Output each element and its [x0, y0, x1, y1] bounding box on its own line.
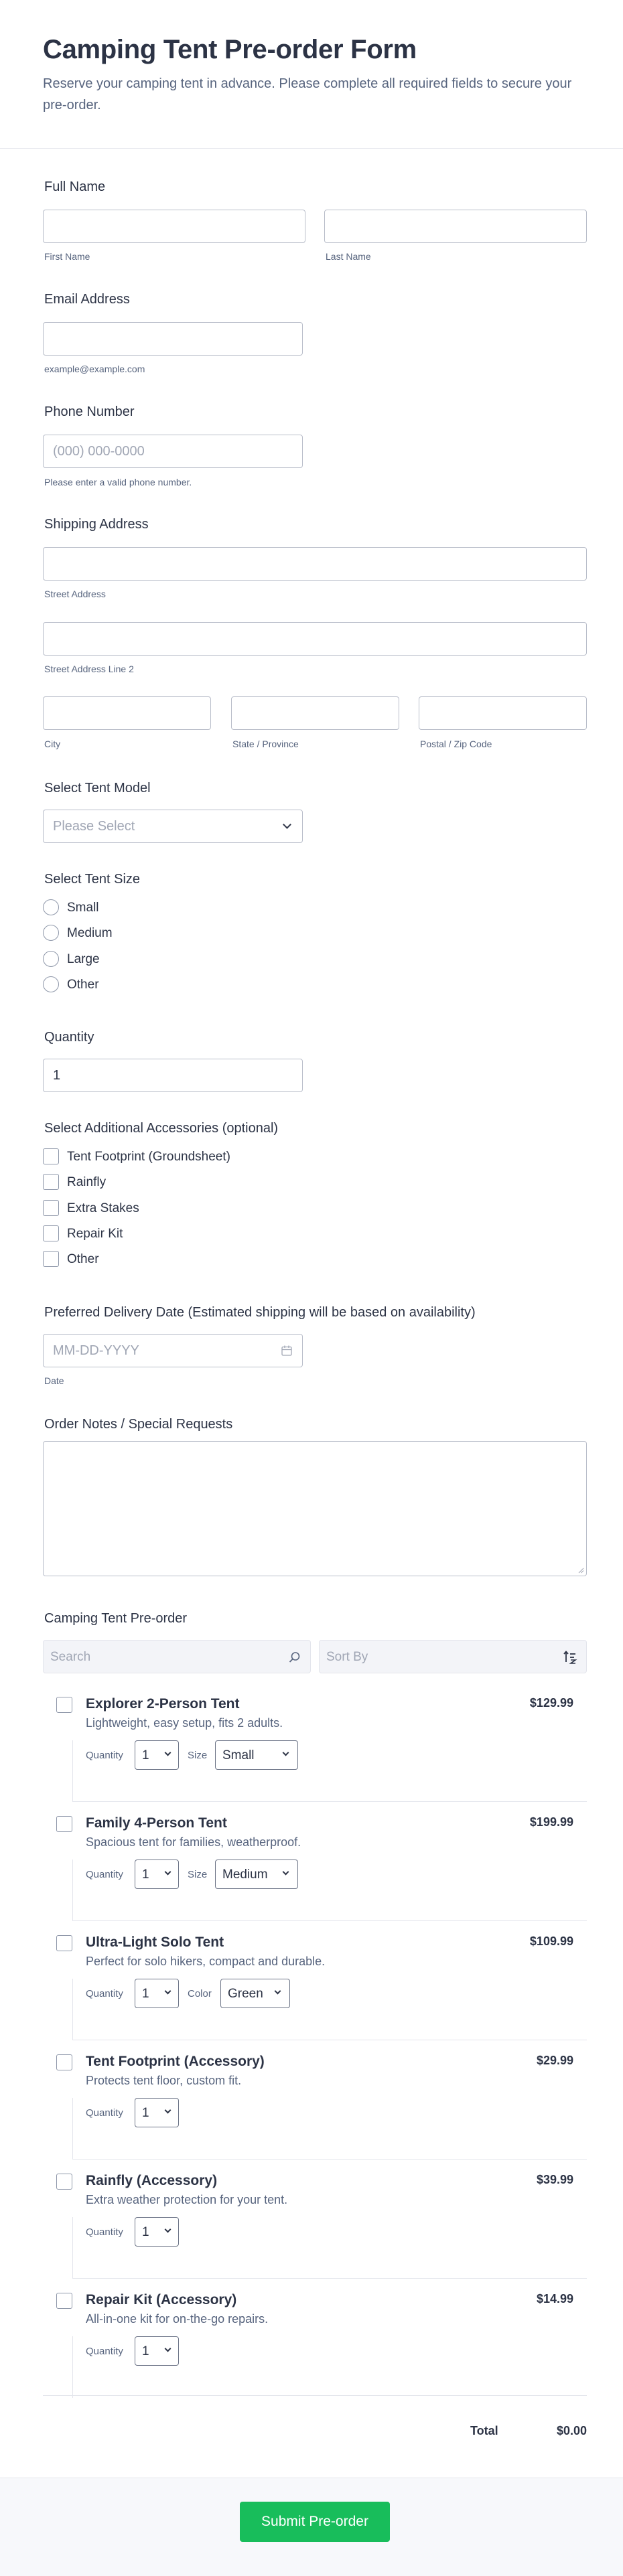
product-divider: [72, 1740, 73, 1802]
product-divider: [72, 1860, 73, 1921]
city-sublabel: City: [44, 739, 61, 749]
product-divider: [72, 1979, 73, 2040]
delivery-date-sublabel: Date: [44, 1375, 64, 1386]
chevron-down-icon: [165, 2346, 171, 2352]
city-input[interactable]: [43, 696, 211, 730]
total-value: $0.00: [556, 2424, 587, 2437]
size-select[interactable]: [215, 1860, 298, 1889]
email-input[interactable]: [43, 322, 303, 356]
product-item: [43, 2279, 587, 2398]
phone-placeholder: (000) 000-0000: [53, 444, 145, 459]
search-icon[interactable]: [289, 1651, 301, 1663]
product-description: All-in-one kit for on-the-go repairs.: [86, 2312, 269, 2326]
quantity-option-label: Quantity: [86, 2226, 123, 2238]
product-name: Family 4-Person Tent: [86, 1815, 227, 1831]
total-label: Total: [470, 2424, 498, 2437]
quantity-option-label: Quantity: [86, 1988, 123, 1999]
quantity-select-value: 1: [142, 1748, 149, 1762]
product-description: Spacious tent for families, weatherproof.: [86, 1835, 301, 1849]
accessory-option-label: Tent Footprint (Groundsheet): [67, 1150, 230, 1164]
form-subtitle: Reserve your camping tent in advance. Please complete all required fields to secure your pre-order.: [43, 76, 572, 112]
quantity-select-value: 1: [142, 1987, 149, 2001]
radio-icon[interactable]: [43, 976, 59, 992]
chevron-down-icon: [165, 1750, 171, 1756]
first-name-sublabel: First Name: [44, 251, 90, 262]
product-select-checkbox[interactable]: [56, 2174, 72, 2190]
size-select-value: Medium: [222, 1868, 268, 1882]
color-select-value: Green: [228, 1987, 263, 2001]
address-label: Shipping Address: [44, 517, 149, 532]
state-input[interactable]: [231, 696, 399, 730]
quantity-select-value: 1: [142, 2106, 149, 2120]
street-address-sublabel: Street Address: [44, 589, 106, 599]
accessory-option-label: Repair Kit: [67, 1227, 123, 1241]
resize-handle-icon[interactable]: [577, 1567, 584, 1574]
product-divider: [72, 2336, 73, 2398]
product-select-checkbox[interactable]: [56, 2293, 72, 2309]
product-description: Extra weather protection for your tent.: [86, 2193, 288, 2206]
quantity-option-label: Quantity: [86, 2107, 123, 2119]
quantity-select[interactable]: [135, 1860, 179, 1889]
tent-model-select[interactable]: [43, 810, 303, 843]
radio-icon[interactable]: [43, 925, 59, 941]
size-option-label: Size: [188, 1869, 208, 1880]
first-name-input[interactable]: [43, 210, 305, 243]
email-label: Email Address: [44, 292, 130, 307]
product-select-checkbox[interactable]: [56, 2054, 72, 2070]
chevron-down-icon: [165, 1988, 171, 1995]
product-name: Tent Footprint (Accessory): [86, 2054, 265, 2069]
accessories-label: Select Additional Accessories (optional): [44, 1121, 279, 1136]
delivery-date-label: Preferred Delivery Date (Estimated shipping will be based on availability): [44, 1305, 476, 1320]
chevron-down-icon: [283, 820, 291, 829]
order-notes-textarea[interactable]: [43, 1441, 587, 1576]
color-select[interactable]: [220, 1979, 290, 2008]
radio-icon[interactable]: [43, 951, 59, 967]
quantity-input[interactable]: [43, 1059, 303, 1092]
street-address-2-sublabel: Street Address Line 2: [44, 664, 134, 674]
phone-label: Phone Number: [44, 404, 135, 419]
calendar-icon[interactable]: [281, 1345, 293, 1357]
zip-input[interactable]: [419, 696, 587, 730]
product-description: Perfect for solo hikers, compact and durable.: [86, 1955, 326, 1968]
product-description: Lightweight, easy setup, fits 2 adults.: [86, 1716, 283, 1730]
tent-model-label: Select Tent Model: [44, 781, 151, 795]
street-address-2-input[interactable]: [43, 622, 587, 656]
tent-size-option-label: Other: [67, 978, 99, 992]
product-list-label: Camping Tent Pre-order: [44, 1611, 188, 1626]
product-name: Explorer 2-Person Tent: [86, 1696, 240, 1712]
zip-sublabel: Postal / Zip Code: [420, 739, 492, 749]
quantity-select-value: 1: [142, 2225, 149, 2239]
quantity-select[interactable]: [135, 2336, 179, 2366]
quantity-option-label: Quantity: [86, 2346, 123, 2357]
checkbox-icon[interactable]: [43, 1251, 59, 1267]
last-name-input[interactable]: [324, 210, 587, 243]
tent-size-option-label: Medium: [67, 926, 113, 940]
product-select-checkbox[interactable]: [56, 1697, 72, 1713]
sort-placeholder: Sort By: [326, 1650, 368, 1664]
chevron-down-icon: [165, 1869, 171, 1876]
checkbox-icon[interactable]: [43, 1174, 59, 1190]
product-name: Ultra-Light Solo Tent: [86, 1935, 224, 1950]
size-select[interactable]: [215, 1740, 298, 1770]
product-divider: [72, 2217, 73, 2279]
quantity-select[interactable]: [135, 2098, 179, 2127]
chevron-down-icon: [165, 2226, 171, 2233]
product-item: [43, 2040, 587, 2160]
full-name-label: Full Name: [44, 179, 106, 194]
product-select-checkbox[interactable]: [56, 1935, 72, 1951]
size-select-value: Small: [222, 1748, 255, 1762]
last-name-sublabel: Last Name: [326, 251, 371, 262]
product-search-input[interactable]: [43, 1640, 311, 1673]
search-placeholder: Search: [50, 1650, 91, 1664]
accessory-option-label: Other: [67, 1252, 99, 1266]
phone-input[interactable]: [43, 435, 303, 468]
tent-model-placeholder: Please Select: [53, 819, 135, 834]
quantity-label: Quantity: [44, 1030, 94, 1045]
delivery-date-input[interactable]: [43, 1334, 303, 1367]
checkbox-icon[interactable]: [43, 1225, 59, 1241]
chevron-down-icon: [275, 1988, 281, 1995]
sort-icon[interactable]: [563, 1650, 578, 1665]
tent-size-option-label: Large: [67, 952, 100, 966]
product-price: $109.99: [529, 1935, 573, 1948]
quantity-select-value: 1: [142, 2344, 149, 2358]
product-item: [43, 1683, 587, 1802]
form-footer: [0, 2478, 623, 2576]
form-title: Camping Tent Pre-order Form: [43, 35, 417, 64]
email-sublabel: example@example.com: [44, 364, 145, 374]
color-option-label: Color: [188, 1988, 212, 1999]
quantity-select[interactable]: [135, 1740, 179, 1770]
chevron-down-icon: [283, 1750, 289, 1756]
form-header: [0, 0, 623, 149]
chevron-down-icon: [165, 2107, 171, 2114]
product-item: [43, 1802, 587, 1921]
state-sublabel: State / Province: [232, 739, 299, 749]
quantity-select-value: 1: [142, 1868, 149, 1882]
quantity-select[interactable]: [135, 2217, 179, 2247]
product-description: Protects tent floor, custom fit.: [86, 2074, 242, 2087]
phone-sublabel: Please enter a valid phone number.: [44, 477, 192, 487]
street-address-input[interactable]: [43, 547, 587, 581]
accessory-option-label: Extra Stakes: [67, 1201, 139, 1215]
product-price: $14.99: [536, 2292, 573, 2305]
product-select-checkbox[interactable]: [56, 1816, 72, 1832]
quantity-value: 1: [53, 1068, 61, 1083]
order-notes-label: Order Notes / Special Requests: [44, 1417, 233, 1432]
accessory-option-label: Rainfly: [67, 1175, 107, 1189]
product-name: Repair Kit (Accessory): [86, 2292, 237, 2307]
tent-size-label: Select Tent Size: [44, 872, 141, 887]
product-price: $199.99: [529, 1815, 573, 1829]
product-item: [43, 2160, 587, 2279]
product-price: $29.99: [536, 2054, 573, 2067]
totals-divider: [43, 2395, 587, 2396]
product-divider: [72, 2098, 73, 2160]
sort-by-select[interactable]: [319, 1640, 587, 1673]
radio-icon[interactable]: [43, 899, 59, 915]
submit-button[interactable]: Submit Pre-order: [240, 2502, 390, 2542]
size-option-label: Size: [188, 1750, 208, 1761]
checkbox-icon[interactable]: [43, 1200, 59, 1216]
chevron-down-icon: [283, 1869, 289, 1876]
product-name: Rainfly (Accessory): [86, 2173, 218, 2188]
quantity-option-label: Quantity: [86, 1750, 123, 1761]
quantity-option-label: Quantity: [86, 1869, 123, 1880]
delivery-date-placeholder: MM-DD-YYYY: [53, 1343, 139, 1358]
product-price: $129.99: [529, 1696, 573, 1710]
checkbox-icon[interactable]: [43, 1148, 59, 1164]
tent-size-option-label: Small: [67, 901, 99, 915]
quantity-select[interactable]: [135, 1979, 179, 2008]
product-item: [43, 1921, 587, 2040]
product-price: $39.99: [536, 2173, 573, 2186]
